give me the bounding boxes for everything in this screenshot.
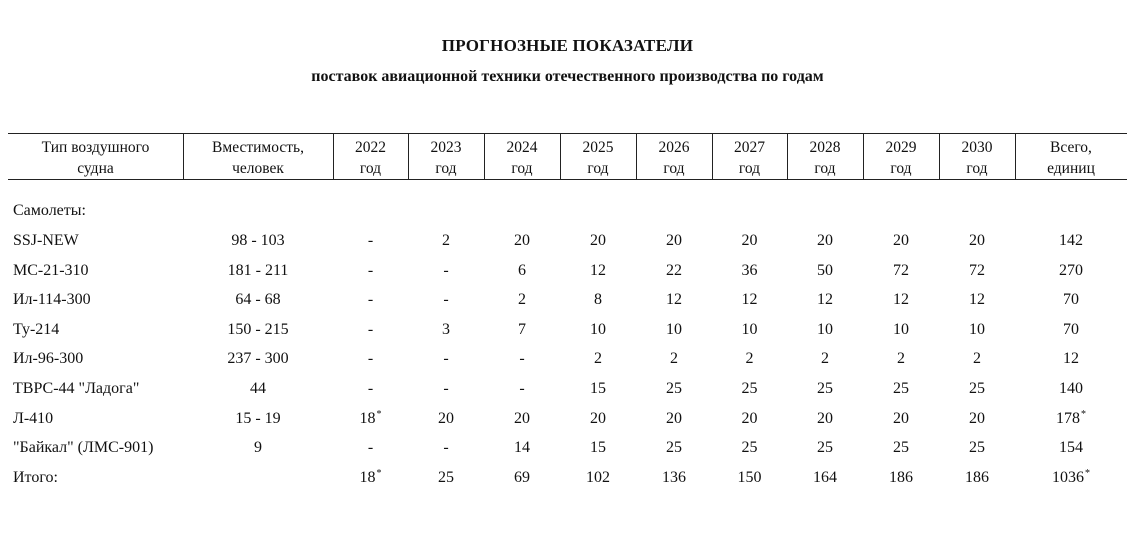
cell-capacity [183, 260, 333, 290]
cell-year-2030 [939, 467, 1015, 497]
cell-year-2027-text: 25 [741, 380, 758, 397]
cell-year-2022 [333, 437, 408, 467]
cell-aircraft-type-text: Л-410 [13, 409, 54, 427]
cell-year-2028-text: 20 [817, 409, 833, 427]
header-year-2030: 2030 год [961, 138, 993, 177]
cell-total-text: 154 [1059, 439, 1083, 457]
cell-year-2030-text: 25 [969, 439, 985, 457]
cell-year-2025-text: 20 [590, 409, 606, 427]
cell-aircraft-type-text: Ил-114-300 [13, 291, 91, 309]
cell-year-2030 [939, 230, 1015, 260]
cell-year-2027 [712, 378, 787, 408]
cell-year-2030-text: 20 [969, 232, 985, 249]
cell-aircraft-type [13, 437, 153, 467]
cell-year-2023 [408, 378, 484, 408]
cell-year-2026-text: 20 [666, 232, 682, 249]
document-subtitle: поставок авиационной техники отечественного производства по годам [311, 68, 824, 85]
cell-year-2028-text: 20 [817, 232, 833, 249]
cell-year-2022 [333, 260, 408, 290]
cell-year-2028 [787, 230, 863, 260]
cell-year-2028 [787, 467, 863, 497]
cell-year-2029 [863, 319, 939, 349]
cell-year-2024 [484, 348, 560, 378]
cell-aircraft-type [13, 467, 58, 497]
cell-year-2023-text: - [443, 291, 449, 309]
footnote-mark: * [376, 408, 382, 420]
cell-year-2022-text: 18 [359, 468, 376, 486]
cell-year-2028-text: 12 [817, 291, 833, 309]
cell-year-2028 [787, 260, 863, 290]
cell-total [1015, 378, 1127, 408]
cell-year-2022 [333, 230, 408, 260]
footnote-mark: * [376, 467, 382, 479]
cell-year-2029 [863, 408, 939, 438]
cell-year-2022-text: - [367, 261, 374, 279]
table-row [0, 408, 1135, 438]
header-bottom-rule [8, 179, 1127, 180]
cell-year-2025 [560, 319, 636, 349]
cell-year-2024 [484, 408, 560, 438]
cell-year-2025 [560, 437, 636, 467]
cell-year-2023 [408, 319, 484, 349]
cell-year-2029-text: 12 [893, 291, 909, 309]
cell-year-2022-text: 18 [359, 409, 376, 427]
cell-year-2029-text: 2 [897, 350, 905, 368]
cell-year-2022 [333, 289, 408, 319]
cell-year-2030-text: 20 [969, 409, 985, 427]
cell-year-2027-text: 2 [745, 350, 754, 368]
header-capacity: Вместимость, человек [212, 138, 304, 177]
cell-aircraft-type [13, 230, 79, 260]
cell-year-2025-text: 2 [594, 350, 602, 368]
cell-year-2030-text: 72 [969, 261, 985, 279]
cell-year-2026 [636, 378, 712, 408]
cell-year-2028-text: 25 [817, 380, 833, 397]
cell-aircraft-type [13, 260, 89, 290]
cell-year-2026 [636, 319, 712, 349]
cell-capacity [183, 289, 333, 319]
table-row [0, 260, 1135, 290]
cell-year-2028 [787, 319, 863, 349]
cell-year-2026-text: 10 [666, 320, 682, 338]
cell-year-2029-text: 186 [889, 468, 913, 486]
cell-aircraft-type [13, 319, 59, 349]
cell-total-text: 70 [1063, 320, 1079, 338]
cell-year-2026 [636, 437, 712, 467]
cell-year-2023 [408, 437, 484, 467]
cell-year-2025 [560, 260, 636, 290]
table-row [0, 289, 1135, 319]
cell-total-text: 270 [1059, 261, 1083, 279]
cell-year-2027-text: 36 [741, 261, 758, 279]
cell-year-2024 [484, 437, 560, 467]
header-year-2022: 2022 год [355, 138, 386, 177]
cell-year-2024-text: 7 [518, 320, 526, 338]
cell-year-2030 [939, 437, 1015, 467]
header-year-2028: 2028 год [809, 138, 841, 177]
cell-year-2027 [712, 348, 787, 378]
table-row [0, 467, 1135, 497]
footnote-mark: * [1081, 408, 1086, 420]
document-title: ПРОГНОЗНЫЕ ПОКАЗАТЕЛИ [441, 36, 694, 55]
cell-year-2030 [939, 378, 1015, 408]
table-row [0, 230, 1135, 260]
cell-year-2027-text: 20 [741, 232, 758, 249]
cell-year-2030 [939, 260, 1015, 290]
cell-year-2027 [712, 437, 787, 467]
cell-total [1015, 408, 1127, 438]
cell-year-2028-text: 50 [817, 261, 833, 279]
cell-year-2022-text: - [367, 291, 374, 309]
cell-year-2030 [939, 319, 1015, 349]
cell-capacity-text: 181 - 211 [227, 261, 289, 279]
cell-year-2024 [484, 319, 560, 349]
cell-year-2025-text: 8 [594, 291, 602, 309]
cell-total-text: 1036 [1052, 468, 1084, 486]
cell-year-2026 [636, 260, 712, 290]
cell-year-2023 [408, 348, 484, 378]
cell-year-2029 [863, 467, 939, 497]
cell-aircraft-type-text: МС-21-310 [13, 261, 89, 279]
cell-year-2022 [333, 319, 408, 349]
cell-year-2024-text: 14 [514, 439, 530, 457]
cell-year-2027-text: 25 [741, 439, 758, 457]
cell-year-2027-text: 150 [737, 468, 762, 486]
cell-year-2026 [636, 467, 712, 497]
cell-year-2024 [484, 289, 560, 319]
cell-year-2024-text: - [519, 350, 525, 368]
cell-year-2026 [636, 230, 712, 260]
cell-year-2023 [408, 230, 484, 260]
cell-total [1015, 319, 1127, 349]
cell-year-2026 [636, 408, 712, 438]
cell-capacity-text: 64 - 68 [235, 291, 281, 309]
cell-year-2022-text: - [367, 320, 374, 338]
cell-year-2030-text: 12 [969, 291, 985, 309]
cell-year-2025-text: 10 [590, 320, 606, 338]
cell-year-2023 [408, 289, 484, 319]
cell-year-2026-text: 25 [666, 380, 682, 397]
cell-year-2028-text: 2 [821, 350, 829, 368]
cell-aircraft-type-text: ТВРС-44 "Ладога" [13, 380, 140, 397]
cell-capacity [183, 348, 333, 378]
cell-total [1015, 437, 1127, 467]
cell-year-2026-text: 136 [662, 468, 686, 486]
cell-aircraft-type-text: SSJ-NEW [13, 232, 79, 249]
cell-year-2029-text: 25 [893, 380, 909, 397]
table-row [0, 378, 1135, 408]
cell-year-2027 [712, 319, 787, 349]
footnote-mark: * [1085, 467, 1090, 479]
cell-year-2023-text: - [443, 380, 449, 397]
header-year-2023: 2023 год [430, 138, 462, 177]
cell-year-2022-text: - [367, 439, 374, 457]
cell-year-2026 [636, 289, 712, 319]
cell-year-2025-text: 102 [586, 468, 610, 486]
cell-year-2029 [863, 437, 939, 467]
cell-year-2028 [787, 408, 863, 438]
cell-year-2024 [484, 467, 560, 497]
cell-year-2026-text: 25 [666, 439, 682, 457]
cell-total-text: 12 [1063, 350, 1079, 368]
cell-year-2027 [712, 467, 787, 497]
cell-year-2028-text: 164 [813, 468, 837, 486]
cell-year-2022 [333, 408, 408, 438]
cell-year-2029 [863, 378, 939, 408]
cell-year-2023-text: 25 [438, 468, 454, 486]
cell-year-2025 [560, 408, 636, 438]
cell-year-2029-text: 20 [893, 409, 909, 427]
cell-year-2022-text: - [367, 380, 374, 397]
cell-year-2025-text: 15 [590, 380, 606, 397]
cell-year-2029-text: 72 [893, 261, 909, 279]
cell-total-text: 142 [1059, 232, 1083, 249]
cell-aircraft-type [13, 378, 139, 408]
cell-year-2026-text: 2 [670, 350, 678, 368]
cell-total [1015, 260, 1127, 290]
cell-year-2024-text: 6 [518, 261, 526, 279]
cell-total [1015, 230, 1127, 260]
cell-year-2023 [408, 260, 484, 290]
cell-capacity [183, 319, 333, 349]
cell-year-2024 [484, 230, 560, 260]
cell-total-text: 70 [1063, 291, 1079, 309]
table-row [0, 319, 1135, 349]
cell-year-2023 [408, 467, 484, 497]
cell-total [1015, 467, 1127, 497]
cell-capacity-text: 150 - 215 [227, 320, 289, 338]
cell-year-2023-text: 20 [438, 409, 454, 427]
cell-year-2027 [712, 260, 787, 290]
cell-year-2025 [560, 230, 636, 260]
cell-total [1015, 348, 1127, 378]
header-year-2024: 2024 год [506, 138, 538, 177]
cell-year-2026-text: 22 [666, 261, 682, 279]
header-aircraft-type: Тип воздушного судна [41, 138, 150, 177]
cell-year-2022-text: - [367, 232, 374, 249]
cell-aircraft-type-text: "Байкал" (ЛМС-901) [13, 439, 154, 457]
cell-year-2028-text: 25 [817, 439, 833, 457]
cell-year-2030-text: 2 [973, 350, 981, 368]
cell-year-2029 [863, 289, 939, 319]
cell-year-2026-text: 12 [666, 291, 682, 309]
cell-aircraft-type-text: Ил-96-300 [13, 350, 84, 368]
cell-aircraft-type [13, 289, 91, 319]
cell-aircraft-type [13, 408, 53, 438]
cell-year-2025-text: 15 [590, 439, 606, 457]
cell-year-2023-text: 3 [442, 320, 450, 338]
cell-capacity [183, 437, 333, 467]
cell-year-2024 [484, 378, 560, 408]
cell-year-2028 [787, 378, 863, 408]
cell-capacity-text: 9 [254, 439, 262, 457]
cell-year-2029 [863, 230, 939, 260]
cell-aircraft-type-text: Ту-214 [13, 320, 60, 338]
cell-capacity-text: 237 - 300 [227, 350, 289, 368]
cell-year-2023-text: 2 [442, 232, 450, 249]
cell-capacity [183, 408, 333, 438]
cell-year-2029-text: 20 [893, 232, 909, 249]
cell-year-2024-text: 2 [518, 291, 526, 309]
cell-year-2022-text: - [367, 350, 374, 368]
cell-year-2029 [863, 348, 939, 378]
cell-year-2027-text: 20 [741, 409, 758, 427]
cell-year-2029-text: 25 [893, 439, 909, 457]
cell-year-2025-text: 12 [590, 261, 606, 279]
table-row [0, 437, 1135, 467]
cell-year-2025-text: 20 [590, 232, 606, 249]
cell-capacity [183, 230, 333, 260]
cell-capacity [183, 467, 333, 497]
cell-total [1015, 289, 1127, 319]
header-total: Всего, единиц [1047, 138, 1095, 177]
cell-year-2028-text: 10 [817, 320, 833, 338]
cell-year-2022 [333, 467, 408, 497]
cell-total-text: 178 [1056, 409, 1080, 427]
header-year-2026: 2026 год [658, 138, 690, 177]
cell-total-text: 140 [1059, 380, 1083, 397]
header-year-2025: 2025 год [582, 138, 614, 177]
cell-year-2030-text: 10 [969, 320, 985, 338]
cell-year-2028 [787, 437, 863, 467]
cell-year-2024-text: 69 [514, 468, 530, 486]
cell-year-2030 [939, 289, 1015, 319]
cell-year-2027 [712, 289, 787, 319]
cell-year-2025 [560, 348, 636, 378]
cell-year-2027 [712, 408, 787, 438]
cell-year-2030-text: 186 [965, 468, 989, 486]
cell-year-2023-text: - [443, 261, 449, 279]
table-row [0, 348, 1135, 378]
cell-year-2027-text: 10 [741, 320, 758, 338]
cell-year-2024 [484, 260, 560, 290]
cell-year-2028 [787, 348, 863, 378]
cell-year-2022 [333, 378, 408, 408]
header-year-2029: 2029 год [885, 138, 917, 177]
cell-year-2024-text: 20 [514, 232, 530, 249]
cell-year-2029-text: 10 [893, 320, 909, 338]
cell-year-2023-text: - [443, 439, 449, 457]
cell-year-2027 [712, 230, 787, 260]
cell-capacity-text: 44 [250, 380, 266, 397]
cell-capacity [183, 378, 333, 408]
cell-capacity-text: 15 - 19 [235, 409, 281, 427]
table-top-rule [8, 133, 1127, 134]
cell-year-2029 [863, 260, 939, 290]
cell-year-2027-text: 12 [741, 291, 758, 309]
cell-capacity-text: 98 - 103 [231, 232, 285, 249]
cell-year-2026 [636, 348, 712, 378]
cell-year-2025 [560, 289, 636, 319]
cell-aircraft-type [13, 348, 83, 378]
cell-year-2028 [787, 289, 863, 319]
header-year-2027: 2027 год [734, 138, 765, 177]
cell-year-2024-text: 20 [514, 409, 530, 427]
cell-aircraft-type-text: Итого: [13, 468, 58, 486]
cell-year-2030 [939, 348, 1015, 378]
cell-year-2023-text: - [443, 350, 449, 368]
cell-year-2025 [560, 467, 636, 497]
cell-year-2026-text: 20 [666, 409, 682, 427]
cell-year-2030 [939, 408, 1015, 438]
cell-year-2024-text: - [519, 380, 525, 397]
section-label-aircraft: Самолеты: [13, 202, 86, 219]
cell-year-2023 [408, 408, 484, 438]
cell-year-2022 [333, 348, 408, 378]
cell-year-2030-text: 25 [969, 380, 985, 397]
cell-year-2025 [560, 378, 636, 408]
